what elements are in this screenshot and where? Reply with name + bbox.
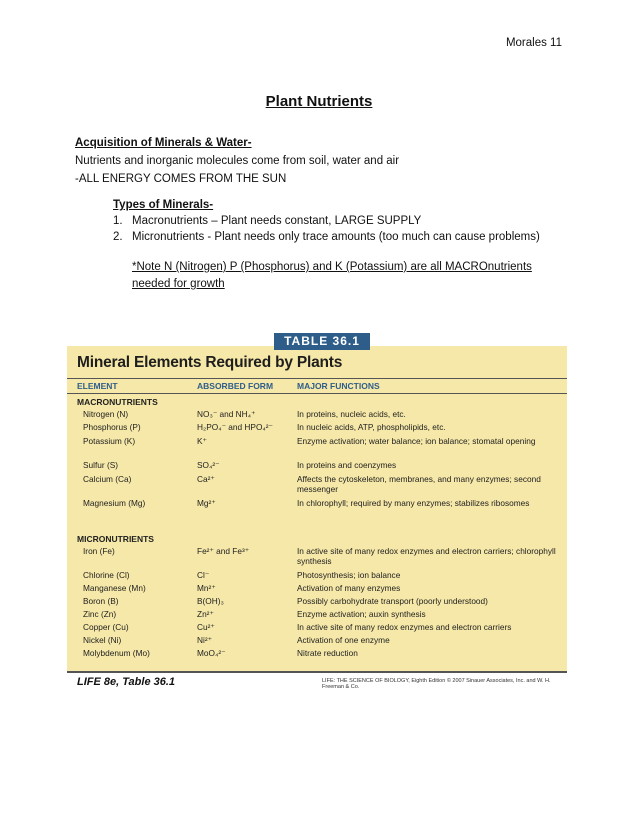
element-cell: Boron (B) bbox=[83, 596, 119, 606]
form-cell: NO₃⁻ and NH₄⁺ bbox=[197, 409, 256, 419]
list-text: Macronutrients – Plant needs constant, LARGE SUPPLY bbox=[132, 215, 422, 227]
form-cell: Ni²⁺ bbox=[197, 635, 212, 645]
divider bbox=[67, 378, 567, 379]
note-text: *Note N (Nitrogen) P (Phosphorus) and K (Potassium) are all MACROnutrients needed for growth bbox=[132, 261, 532, 290]
mineral-table-figure bbox=[67, 333, 567, 695]
form-cell: MoO₄²⁻ bbox=[197, 648, 226, 658]
page-title: Plant Nutrients bbox=[265, 93, 373, 110]
divider bbox=[67, 393, 567, 394]
element-cell: Sulfur (S) bbox=[83, 460, 119, 470]
form-cell: Ca²⁺ bbox=[197, 474, 215, 484]
form-cell: Cl⁻ bbox=[197, 570, 210, 580]
function-cell: In chlorophyll; required by many enzymes; stabilizes ribosomes bbox=[297, 498, 530, 508]
table-panel bbox=[67, 346, 567, 673]
list-number: 2. bbox=[113, 231, 123, 243]
table-credit: LIFE: THE SCIENCE OF BIOLOGY, Eighth Edition © 2007 Sinauer Associates, Inc. and W. H. Freeman & Co. bbox=[322, 678, 551, 690]
form-cell: Cu²⁺ bbox=[197, 622, 215, 632]
function-cell: In nucleic acids, ATP, phospholipids, etc. bbox=[297, 422, 446, 432]
form-cell: SO₄²⁻ bbox=[197, 460, 220, 470]
table-badge: TABLE 36.1 bbox=[274, 333, 370, 350]
section-heading: Acquisition of Minerals & Water- bbox=[75, 137, 252, 149]
form-cell: K⁺ bbox=[197, 436, 207, 446]
function-cell: Enzyme activation; water balance; ion balance; stomatal opening bbox=[297, 436, 536, 446]
element-cell: Iron (Fe) bbox=[83, 546, 115, 556]
function-cell: Nitrate reduction bbox=[297, 648, 358, 658]
element-cell: Chlorine (Cl) bbox=[83, 570, 130, 580]
function-cell: Activation of one enzyme bbox=[297, 635, 390, 645]
function-cell: Photosynthesis; ion balance bbox=[297, 570, 401, 580]
function-cell: In proteins and coenzymes bbox=[297, 460, 397, 470]
macronutrients-label: MACRONUTRIENTS bbox=[77, 397, 158, 407]
table-source: LIFE 8e, Table 36.1 bbox=[77, 676, 176, 688]
element-cell: Copper (Cu) bbox=[83, 622, 129, 632]
form-cell: Fe²⁺ and Fe³⁺ bbox=[197, 546, 250, 556]
list-number: 1. bbox=[113, 215, 123, 227]
form-cell: Mg²⁺ bbox=[197, 498, 216, 508]
form-cell: Mn²⁺ bbox=[197, 583, 216, 593]
element-cell: Nickel (Ni) bbox=[83, 635, 122, 645]
form-cell: B(OH)₃ bbox=[197, 596, 224, 606]
section-line-2: -ALL ENERGY COMES FROM THE SUN bbox=[75, 173, 287, 185]
element-cell: Zinc (Zn) bbox=[83, 609, 117, 619]
function-cell: In active site of many redox enzymes and electron carriers; chlorophyll synthesis bbox=[297, 546, 556, 566]
element-cell: Potassium (K) bbox=[83, 436, 136, 446]
column-header-functions: MAJOR FUNCTIONS bbox=[297, 381, 380, 391]
list-text: Micronutrients - Plant needs only trace amounts (too much can cause problems) bbox=[132, 231, 540, 243]
function-cell: In proteins, nucleic acids, etc. bbox=[297, 409, 406, 419]
list-item bbox=[113, 231, 540, 243]
function-cell: Activation of many enzymes bbox=[297, 583, 401, 593]
element-cell: Manganese (Mn) bbox=[83, 583, 146, 593]
function-cell: Affects the cytoskeleton, membranes, and many enzymes; second messenger bbox=[297, 474, 541, 494]
micronutrients-label: MICRONUTRIENTS bbox=[77, 534, 154, 544]
form-cell: Zn²⁺ bbox=[197, 609, 214, 619]
table-title: Mineral Elements Required by Plants bbox=[77, 354, 343, 371]
section-line-1: Nutrients and inorganic molecules come from soil, water and air bbox=[75, 155, 400, 167]
function-cell: Enzyme activation; auxin synthesis bbox=[297, 609, 426, 619]
element-cell: Molybdenum (Mo) bbox=[83, 648, 150, 658]
column-header-element: ELEMENT bbox=[77, 381, 118, 391]
page-number: Morales 11 bbox=[505, 37, 562, 49]
divider bbox=[67, 671, 567, 673]
element-cell: Nitrogen (N) bbox=[83, 409, 129, 419]
form-cell: H₂PO₄⁻ and HPO₄²⁻ bbox=[197, 422, 273, 432]
types-heading: Types of Minerals- bbox=[113, 199, 214, 211]
list-item bbox=[113, 215, 421, 227]
element-cell: Calcium (Ca) bbox=[83, 474, 132, 484]
function-cell: Possibly carbohydrate transport (poorly understood) bbox=[297, 596, 488, 606]
function-cell: In active site of many redox enzymes and electron carriers bbox=[297, 622, 512, 632]
column-header-form: ABSORBED FORM bbox=[197, 381, 274, 391]
element-cell: Magnesium (Mg) bbox=[83, 498, 146, 508]
element-cell: Phosphorus (P) bbox=[83, 422, 141, 432]
